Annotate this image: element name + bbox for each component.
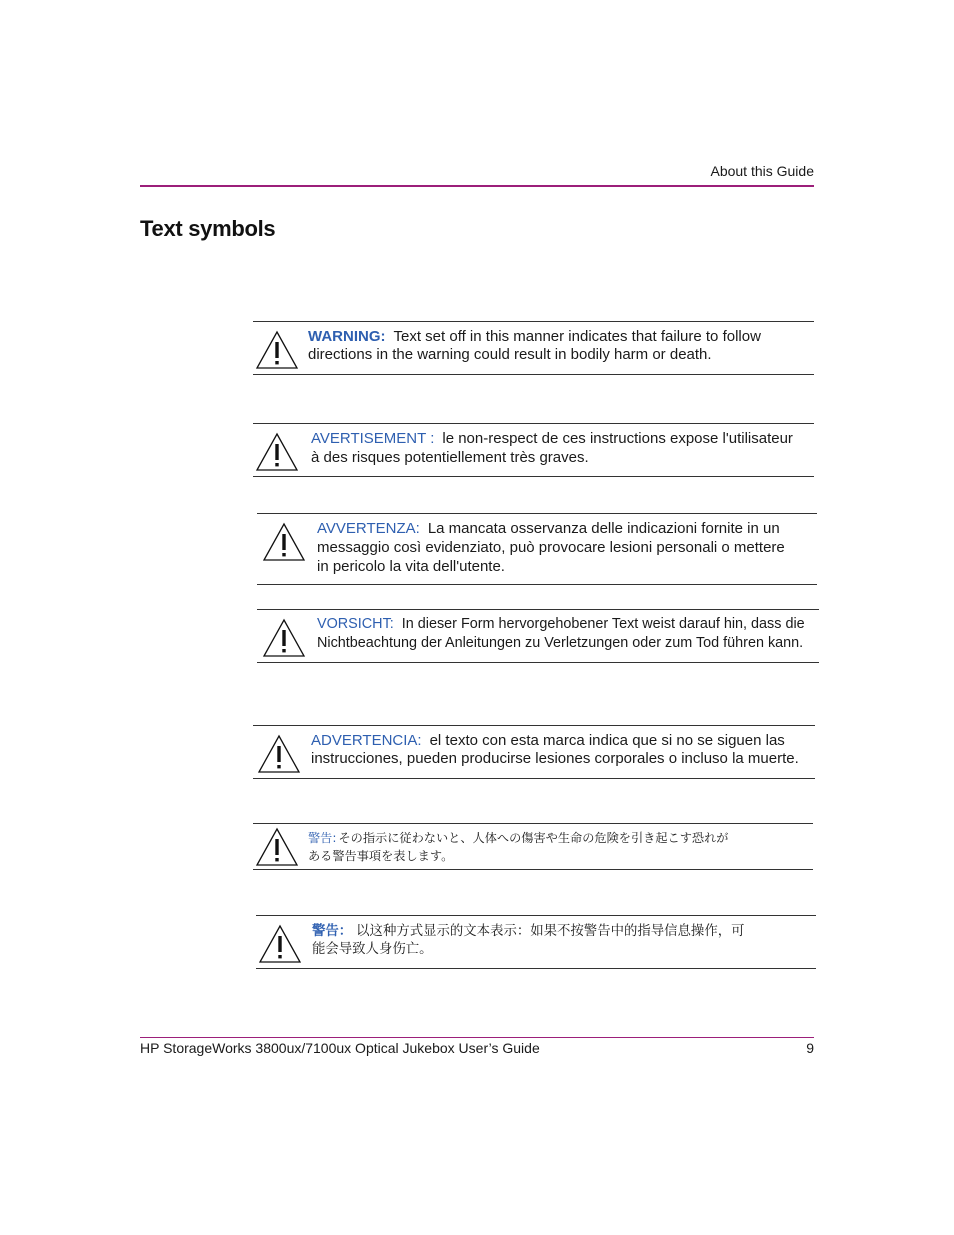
warning-line: directions in the warning could result in bodily harm or death. <box>308 346 712 363</box>
warning-line: ある警告事項を表します。 <box>308 849 454 863</box>
warning-english <box>253 321 814 375</box>
warning-line: le non-respect de ces instructions expose l'utilisateur <box>442 430 793 447</box>
warning-label: 警告: <box>308 831 337 845</box>
warning-spanish <box>253 725 815 779</box>
warning-italian <box>257 513 817 585</box>
warning-triangle-icon <box>255 827 299 867</box>
warning-triangle-icon <box>255 330 299 370</box>
warning-line: In dieser Form hervorgehobener Text weist darauf hin, dass die <box>401 616 805 632</box>
warning-line: 以这种方式显示的文本表示：如果不按警告中的指导信息操作，可 <box>356 924 745 939</box>
warning-label: AVERTISEMENT : <box>311 430 435 447</box>
warning-line: La mancata osservanza delle indicazioni fornite in un <box>427 520 780 537</box>
warning-line: 能会导致人身伤亡。 <box>312 942 433 957</box>
warning-japanese <box>253 823 813 870</box>
warning-text <box>311 429 793 467</box>
warning-label: WARNING: <box>308 328 386 345</box>
footer-rule <box>140 1037 814 1038</box>
warning-line: その指示に従わないと、人体への傷害や生命の危険を引き起こす恐れが <box>338 831 729 845</box>
warning-line: el texto con esta marca indica que si no se siguen las <box>429 732 785 749</box>
warning-triangle-icon <box>255 432 299 472</box>
warning-chinese <box>256 915 816 969</box>
warning-triangle-icon <box>257 734 301 774</box>
section-title: Text symbols <box>140 216 276 241</box>
warning-text <box>317 519 785 576</box>
warning-triangle-icon <box>262 522 306 562</box>
warning-text <box>317 615 805 653</box>
warning-label: AVVERTENZA: <box>317 520 420 537</box>
warning-label: VORSICHT: <box>317 616 394 632</box>
warning-text <box>312 923 745 959</box>
warning-line: à des risques potentiellement très graves. <box>311 449 589 466</box>
running-header: About this Guide <box>710 163 814 179</box>
warning-label: ADVERTENCIA: <box>311 732 422 749</box>
header-rule <box>140 185 814 187</box>
warning-line: messaggio così evidenziato, può provocare lesioni personali o mettere <box>317 539 785 556</box>
warning-label: 警告： <box>312 924 353 939</box>
warning-text <box>308 328 761 364</box>
warning-text <box>308 829 728 865</box>
warning-text <box>311 732 799 768</box>
footer-title: HP StorageWorks 3800ux/7100ux Optical Jukebox User’s Guide <box>140 1040 540 1056</box>
warning-german <box>257 609 819 663</box>
warning-line: Text set off in this manner indicates that failure to follow <box>393 328 761 345</box>
warning-line: Nichtbeachtung der Anleitungen zu Verletzungen oder zum Tod führen kann. <box>317 635 804 651</box>
warning-triangle-icon <box>262 618 306 658</box>
page-number: 9 <box>806 1040 814 1056</box>
warning-french <box>253 423 814 477</box>
warning-line: instrucciones, pueden producirse lesiones corporales o incluso la muerte. <box>311 750 799 767</box>
warning-triangle-icon <box>258 924 302 964</box>
warning-line: in pericolo la vita dell'utente. <box>317 558 505 575</box>
